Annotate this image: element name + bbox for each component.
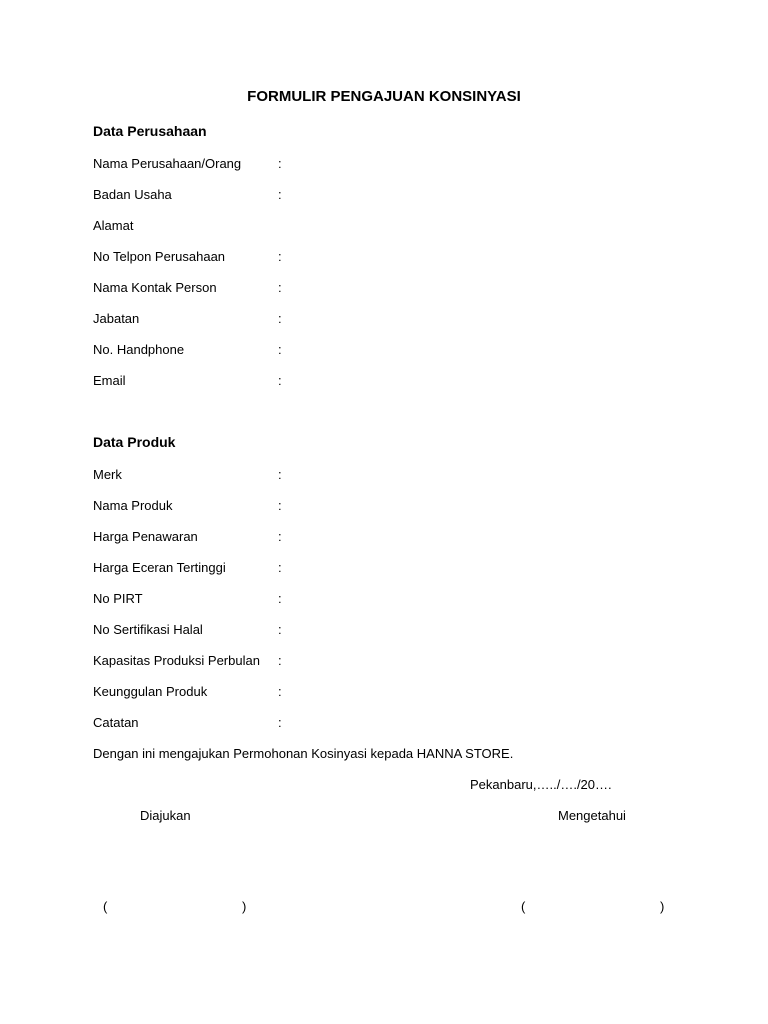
field-badan-usaha [93,187,693,205]
field-label: Email [93,373,126,388]
signature-right-open-paren: ( [521,899,526,914]
field-nama-produk [93,498,693,516]
field-no-pirt [93,591,693,609]
field-label: Kapasitas Produksi Perbulan [93,653,260,668]
field-colon: : [278,156,282,171]
field-label: Nama Produk [93,498,173,513]
field-colon: : [278,467,282,482]
signature-label-right: Mengetahui [558,808,626,823]
field-colon: : [278,715,282,730]
field-colon: : [278,560,282,575]
field-colon: : [278,498,282,513]
field-label: Catatan [93,715,139,730]
field-colon: : [278,529,282,544]
product-section-heading: Data Produk [93,434,176,450]
place-date: Pekanbaru,…../…./20…. [470,777,612,792]
field-label: Harga Penawaran [93,529,198,544]
field-keunggulan-produk [93,684,693,702]
page-title: FORMULIR PENGAJUAN KONSINYASI [247,88,521,105]
field-harga-penawaran [93,529,693,547]
company-section-heading: Data Perusahaan [93,123,207,139]
signature-right-close-paren: ) [660,899,665,914]
field-jabatan [93,311,693,329]
field-colon: : [278,311,282,326]
statement-text: Dengan ini mengajukan Permohonan Kosinyasi kepada HANNA STORE. [93,746,514,761]
field-colon: : [278,342,282,357]
field-colon: : [278,591,282,606]
field-harga-eceran [93,560,693,578]
field-nama-perusahaan [93,156,693,174]
field-label: Badan Usaha [93,187,172,202]
field-colon: : [278,187,282,202]
field-colon: : [278,653,282,668]
field-catatan [93,715,693,733]
field-nama-kontak [93,280,693,298]
field-label: No PIRT [93,591,143,606]
field-label: No. Handphone [93,342,185,357]
field-label: Alamat [93,218,134,233]
signature-left-open-paren: ( [103,899,108,914]
field-label: Nama Perusahaan/Orang [93,156,242,171]
field-no-telpon [93,249,693,267]
field-label: Keunggulan Produk [93,684,208,699]
field-colon: : [278,622,282,637]
field-colon: : [278,684,282,699]
field-kapasitas-produksi [93,653,693,671]
field-alamat [93,218,693,236]
field-label: Merk [93,467,122,482]
field-label: Jabatan [93,311,140,326]
field-label: No Telpon Perusahaan [93,249,226,264]
signature-left-close-paren: ) [242,899,247,914]
field-email [93,373,693,391]
field-label: Nama Kontak Person [93,280,217,295]
field-colon: : [278,373,282,388]
field-colon: : [278,249,282,264]
field-handphone [93,342,693,360]
field-merk [93,467,693,485]
field-sertifikasi-halal [93,622,693,640]
field-colon: : [278,280,282,295]
field-label: No Sertifikasi Halal [93,622,203,637]
field-label: Harga Eceran Tertinggi [93,560,226,575]
signature-label-left: Diajukan [140,808,191,823]
